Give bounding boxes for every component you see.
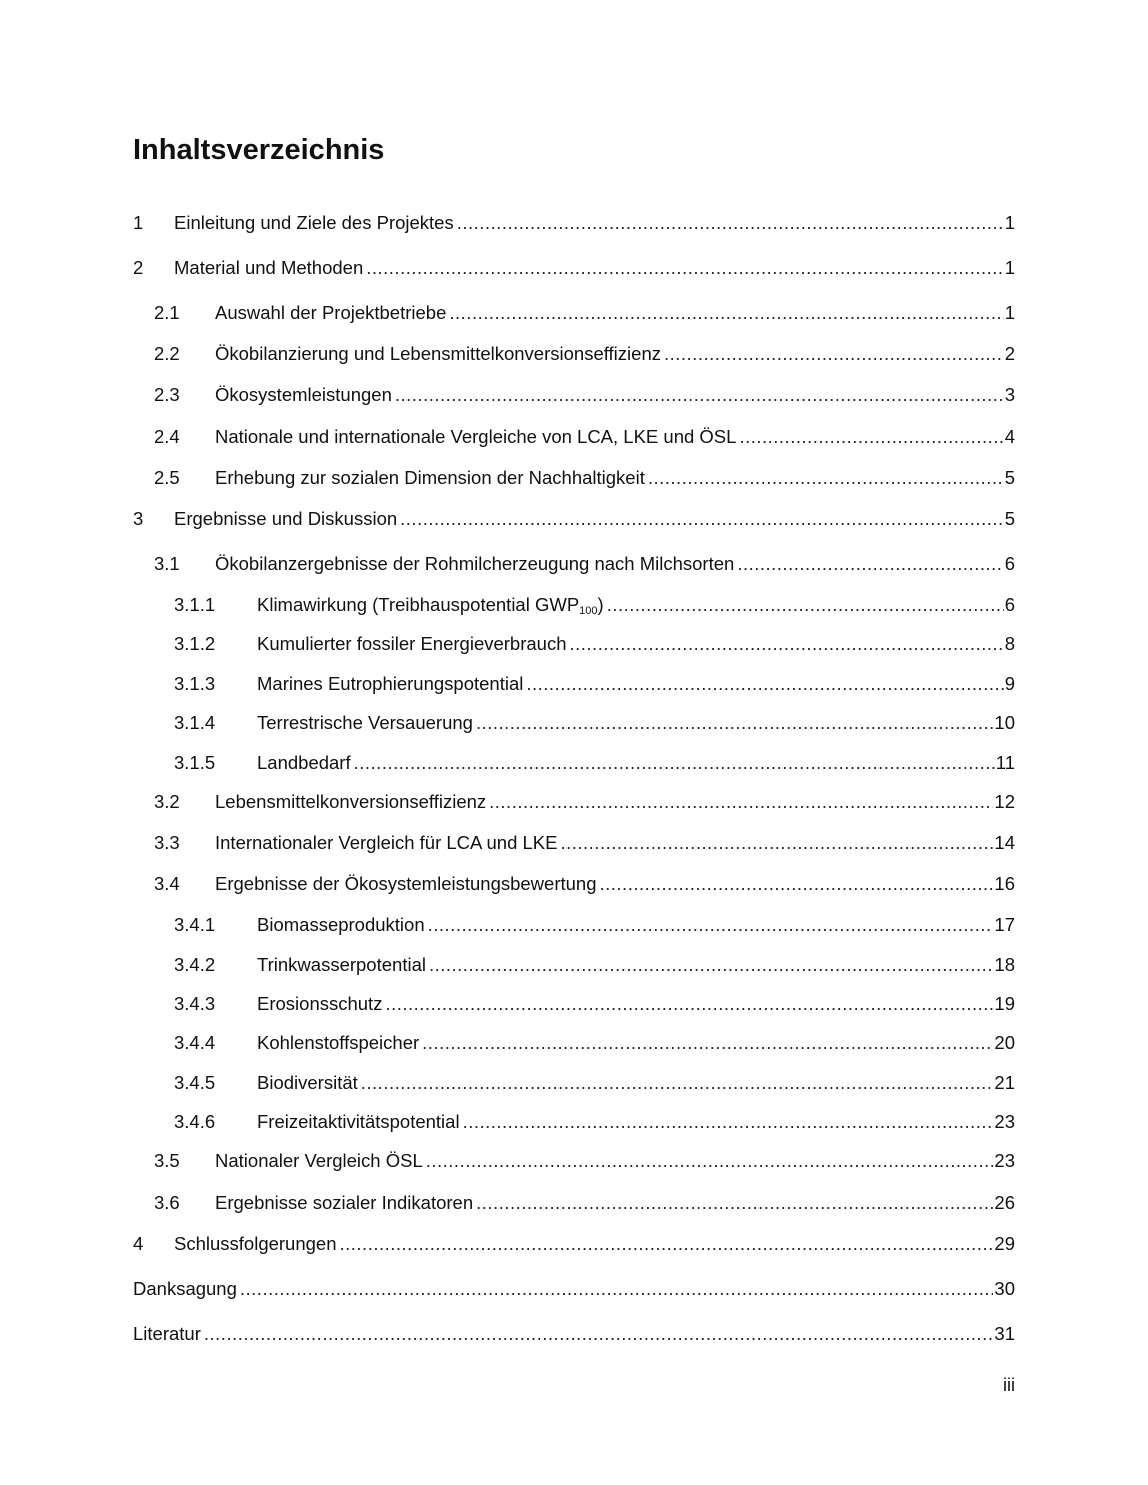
- toc-entry[interactable]: [0, 790, 1148, 814]
- toc-entry[interactable]: [0, 632, 1148, 656]
- toc-leader-dots: [664, 342, 1004, 366]
- toc-leader-dots: [476, 711, 993, 735]
- toc-leader-dots: [385, 992, 993, 1016]
- toc-entry[interactable]: [0, 992, 1148, 1016]
- toc-leader-dots: [422, 1031, 993, 1055]
- toc-entry-title-text: Klimawirkung (Treibhauspotential GWP: [257, 594, 580, 615]
- toc-entry-title-text: Einleitung und Ziele des Projektes: [174, 212, 454, 233]
- toc-entry-title-text: Schlussfolgerungen: [174, 1233, 337, 1254]
- toc-entry[interactable]: [0, 672, 1148, 696]
- toc-entry-title-text: Biomasseproduktion: [257, 914, 425, 935]
- page-title: Inhaltsverzeichnis: [133, 134, 385, 166]
- toc-entry[interactable]: [0, 711, 1148, 735]
- toc-entry-title-text: Literatur: [133, 1323, 201, 1344]
- toc-entry-page: 6: [1004, 553, 1015, 574]
- toc-entry-number: 2.2: [154, 343, 180, 364]
- toc-entry-title: [215, 383, 395, 407]
- toc-entry-title: [215, 425, 739, 449]
- toc-entry[interactable]: [0, 831, 1148, 855]
- toc-entry-number: 3.2: [154, 791, 180, 812]
- toc-entry[interactable]: [0, 751, 1148, 775]
- toc-entry-title: [174, 507, 400, 531]
- toc-entry-page: 18: [994, 954, 1015, 975]
- toc-entry-title-text: Kohlenstoffspeicher: [257, 1032, 420, 1053]
- toc-entry-title-text: Freizeitaktivitätspotential: [257, 1111, 460, 1132]
- toc-leader-dots: [204, 1322, 994, 1346]
- toc-entry-page: 11: [995, 752, 1015, 773]
- toc-entry[interactable]: [0, 507, 1148, 531]
- toc-entry[interactable]: [0, 872, 1148, 896]
- toc-entry-number: 3.3: [154, 832, 180, 853]
- toc-entry-title: [215, 301, 449, 325]
- toc-entry-number: 3.4.3: [174, 993, 216, 1014]
- toc-entry-title: [257, 992, 385, 1016]
- toc-entry-page: 6: [1004, 594, 1015, 615]
- toc-entry-page: 20: [994, 1032, 1015, 1053]
- toc-entry-title: [133, 1322, 204, 1346]
- toc-entry-title: [215, 466, 648, 490]
- toc-leader-dots: [361, 1071, 994, 1095]
- toc-entry[interactable]: [0, 1232, 1148, 1256]
- toc-entry-title-text: Terrestrische Versauerung: [257, 712, 473, 733]
- toc-entry[interactable]: [0, 913, 1148, 937]
- page-number: iii: [1003, 1375, 1015, 1395]
- toc-entry-title: [215, 342, 664, 366]
- toc-leader-dots: [600, 872, 994, 896]
- toc-entry-page: 29: [994, 1233, 1015, 1254]
- toc-entry-page: 23: [994, 1150, 1015, 1171]
- toc-entry-title-text: Ökobilanzierung und Lebensmittelkonversionseffizienz: [215, 343, 661, 364]
- toc-leader-dots: [240, 1277, 994, 1301]
- toc-entry-title: [257, 913, 428, 937]
- toc-entry[interactable]: [0, 1277, 1148, 1301]
- toc-entry-page: 2: [1004, 343, 1015, 364]
- toc-entry-number: 3.4.1: [174, 914, 216, 935]
- toc-entry-title-text: Kumulierter fossiler Energieverbrauch: [257, 633, 567, 654]
- toc-entry-title-text: Erhebung zur sozialen Dimension der Nachhaltigkeit: [215, 467, 645, 488]
- toc-entry-title-text: Nationale und internationale Vergleiche von LCA, LKE und ÖSL: [215, 426, 737, 447]
- toc-entry-page: 5: [1004, 467, 1015, 488]
- toc-entry-page: 12: [994, 791, 1015, 812]
- toc-leader-dots: [476, 1191, 993, 1215]
- toc-entry[interactable]: [0, 383, 1148, 407]
- toc-entry-page: 16: [994, 873, 1015, 894]
- toc-entry-page: 19: [994, 993, 1015, 1014]
- toc-entry-title-text: Landbedarf: [257, 752, 351, 773]
- toc-entry-number: 3.4: [154, 873, 180, 894]
- toc-entry-number: 3.6: [154, 1192, 180, 1213]
- toc-leader-dots: [737, 552, 1003, 576]
- toc-entry-page: 31: [994, 1323, 1015, 1344]
- toc-entry-page: 30: [994, 1278, 1015, 1299]
- toc-entry-page: 1: [1004, 257, 1015, 278]
- toc-entry-number: 3: [133, 508, 144, 529]
- toc-leader-dots: [739, 425, 1003, 449]
- toc-entry-number: 3.4.2: [174, 954, 216, 975]
- toc-entry-page: 3: [1004, 384, 1015, 405]
- toc-entry-title: [133, 1277, 240, 1301]
- toc-leader-dots: [428, 913, 994, 937]
- toc-entry-page: 4: [1004, 426, 1015, 447]
- toc-entry-title: [257, 672, 526, 696]
- toc-entry-number: 3.1.1: [174, 594, 216, 615]
- toc-entry[interactable]: [0, 1322, 1148, 1346]
- toc-entry[interactable]: [0, 301, 1148, 325]
- toc-entry-title: [257, 751, 354, 775]
- toc-entry-title-text: Auswahl der Projektbetriebe: [215, 302, 447, 323]
- toc-entry-page: 1: [1004, 302, 1015, 323]
- toc-leader-dots: [449, 301, 1003, 325]
- toc-entry-number: 1: [133, 212, 144, 233]
- toc-entry-title: [257, 1071, 361, 1095]
- toc-leader-dots: [648, 466, 1004, 490]
- toc-leader-dots: [457, 211, 1004, 235]
- toc-entry-title-text: Lebensmittelkonversionseffizienz: [215, 791, 487, 812]
- toc-entry-number: 3.4.6: [174, 1111, 216, 1132]
- toc-entry-title-text: Ergebnisse sozialer Indikatoren: [215, 1192, 474, 1213]
- toc-entry-number: 2: [133, 257, 144, 278]
- toc-entry-title: [257, 1110, 463, 1134]
- toc-entry-number: 3.1: [154, 553, 180, 574]
- toc-entry-title-text: Nationaler Vergleich ÖSL: [215, 1150, 423, 1171]
- toc-entry-title: [215, 1191, 476, 1215]
- toc-entry-page: 10: [994, 712, 1015, 733]
- toc-entry-title: [257, 953, 429, 977]
- toc-entry-page: 23: [994, 1111, 1015, 1132]
- toc-leader-dots: [489, 790, 993, 814]
- toc-entry-title: [174, 1232, 340, 1256]
- toc-leader-dots: [570, 632, 1004, 656]
- toc-entry-title: [215, 831, 560, 855]
- toc-entry-title-text: Ökosystemleistungen: [215, 384, 392, 405]
- toc-entry[interactable]: [0, 1071, 1148, 1095]
- toc-leader-dots: [526, 672, 1003, 696]
- toc-entry-number: 3.1.5: [174, 752, 216, 773]
- toc-entry-title-text: Material und Methoden: [174, 257, 364, 278]
- toc-entry-number: 3.1.2: [174, 633, 216, 654]
- toc-entry[interactable]: [0, 1031, 1148, 1055]
- toc-entry-title: [215, 552, 737, 576]
- toc-leader-dots: [395, 383, 1004, 407]
- toc-entry-title-text: Marines Eutrophierungspotential: [257, 673, 524, 694]
- toc-entry-title: [257, 593, 607, 617]
- toc-entry-title-text: Internationaler Vergleich für LCA und LKE: [215, 832, 558, 853]
- toc-entry-title: [215, 1149, 426, 1173]
- toc-entry-number: 4: [133, 1233, 144, 1254]
- toc-entry[interactable]: [0, 1191, 1148, 1215]
- toc-entry-title-text: Danksagung: [133, 1278, 237, 1299]
- toc-leader-dots: [366, 256, 1003, 280]
- toc-entry[interactable]: [0, 1110, 1148, 1134]
- toc-entry[interactable]: [0, 552, 1148, 576]
- toc-leader-dots: [354, 751, 995, 775]
- toc-entry-subscript: 100: [579, 605, 598, 617]
- toc-entry-title-suffix: ): [597, 594, 604, 615]
- toc-entry-title: [174, 256, 366, 280]
- toc-entry-number: 3.4.5: [174, 1072, 216, 1093]
- toc-entry-title-text: Biodiversität: [257, 1072, 358, 1093]
- toc-entry-page: 26: [994, 1192, 1015, 1213]
- toc-entry-number: 2.3: [154, 384, 180, 405]
- toc-leader-dots: [340, 1232, 994, 1256]
- toc-entry[interactable]: [0, 425, 1148, 449]
- toc-leader-dots: [607, 593, 1004, 617]
- toc-entry[interactable]: [0, 256, 1148, 280]
- toc-entry-title-text: Ergebnisse der Ökosystemleistungsbewertung: [215, 873, 597, 894]
- toc-entry-title-text: Erosionsschutz: [257, 993, 383, 1014]
- toc-entry-page: 21: [994, 1072, 1015, 1093]
- toc-leader-dots: [560, 831, 993, 855]
- toc-entry-page: 1: [1004, 212, 1015, 233]
- toc-entry[interactable]: [0, 466, 1148, 490]
- toc-entry[interactable]: [0, 953, 1148, 977]
- toc-leader-dots: [400, 507, 1004, 531]
- toc-entry-title: [257, 1031, 422, 1055]
- toc-entry-page: 14: [994, 832, 1015, 853]
- toc-entry-title-text: Ergebnisse und Diskussion: [174, 508, 398, 529]
- toc-entry[interactable]: [0, 211, 1148, 235]
- toc-entry-title: [257, 711, 476, 735]
- toc-entry-page: 5: [1004, 508, 1015, 529]
- toc-entry-title: [215, 872, 600, 896]
- toc-entry-title: [174, 211, 457, 235]
- toc-leader-dots: [463, 1110, 994, 1134]
- toc-entry-number: 3.1.4: [174, 712, 216, 733]
- toc-entry-page: 8: [1004, 633, 1015, 654]
- toc-entry[interactable]: [0, 593, 1148, 617]
- toc-entry[interactable]: [0, 342, 1148, 366]
- toc-entry-title: [215, 790, 489, 814]
- toc-entry[interactable]: [0, 1149, 1148, 1173]
- toc-leader-dots: [426, 1149, 994, 1173]
- toc-entry-title-text: Ökobilanzergebnisse der Rohmilcherzeugung nach Milchsorten: [215, 553, 735, 574]
- toc-entry-number: 2.5: [154, 467, 180, 488]
- toc-entry-number: 2.1: [154, 302, 180, 323]
- toc-entry-page: 9: [1004, 673, 1015, 694]
- toc-entry-number: 3.1.3: [174, 673, 216, 694]
- toc-entry-number: 3.4.4: [174, 1032, 216, 1053]
- toc-entry-number: 3.5: [154, 1150, 180, 1171]
- toc-entry-title: [257, 632, 570, 656]
- toc-entry-title-text: Trinkwasserpotential: [257, 954, 426, 975]
- toc-leader-dots: [429, 953, 993, 977]
- toc-entry-page: 17: [994, 914, 1015, 935]
- toc-entry-number: 2.4: [154, 426, 180, 447]
